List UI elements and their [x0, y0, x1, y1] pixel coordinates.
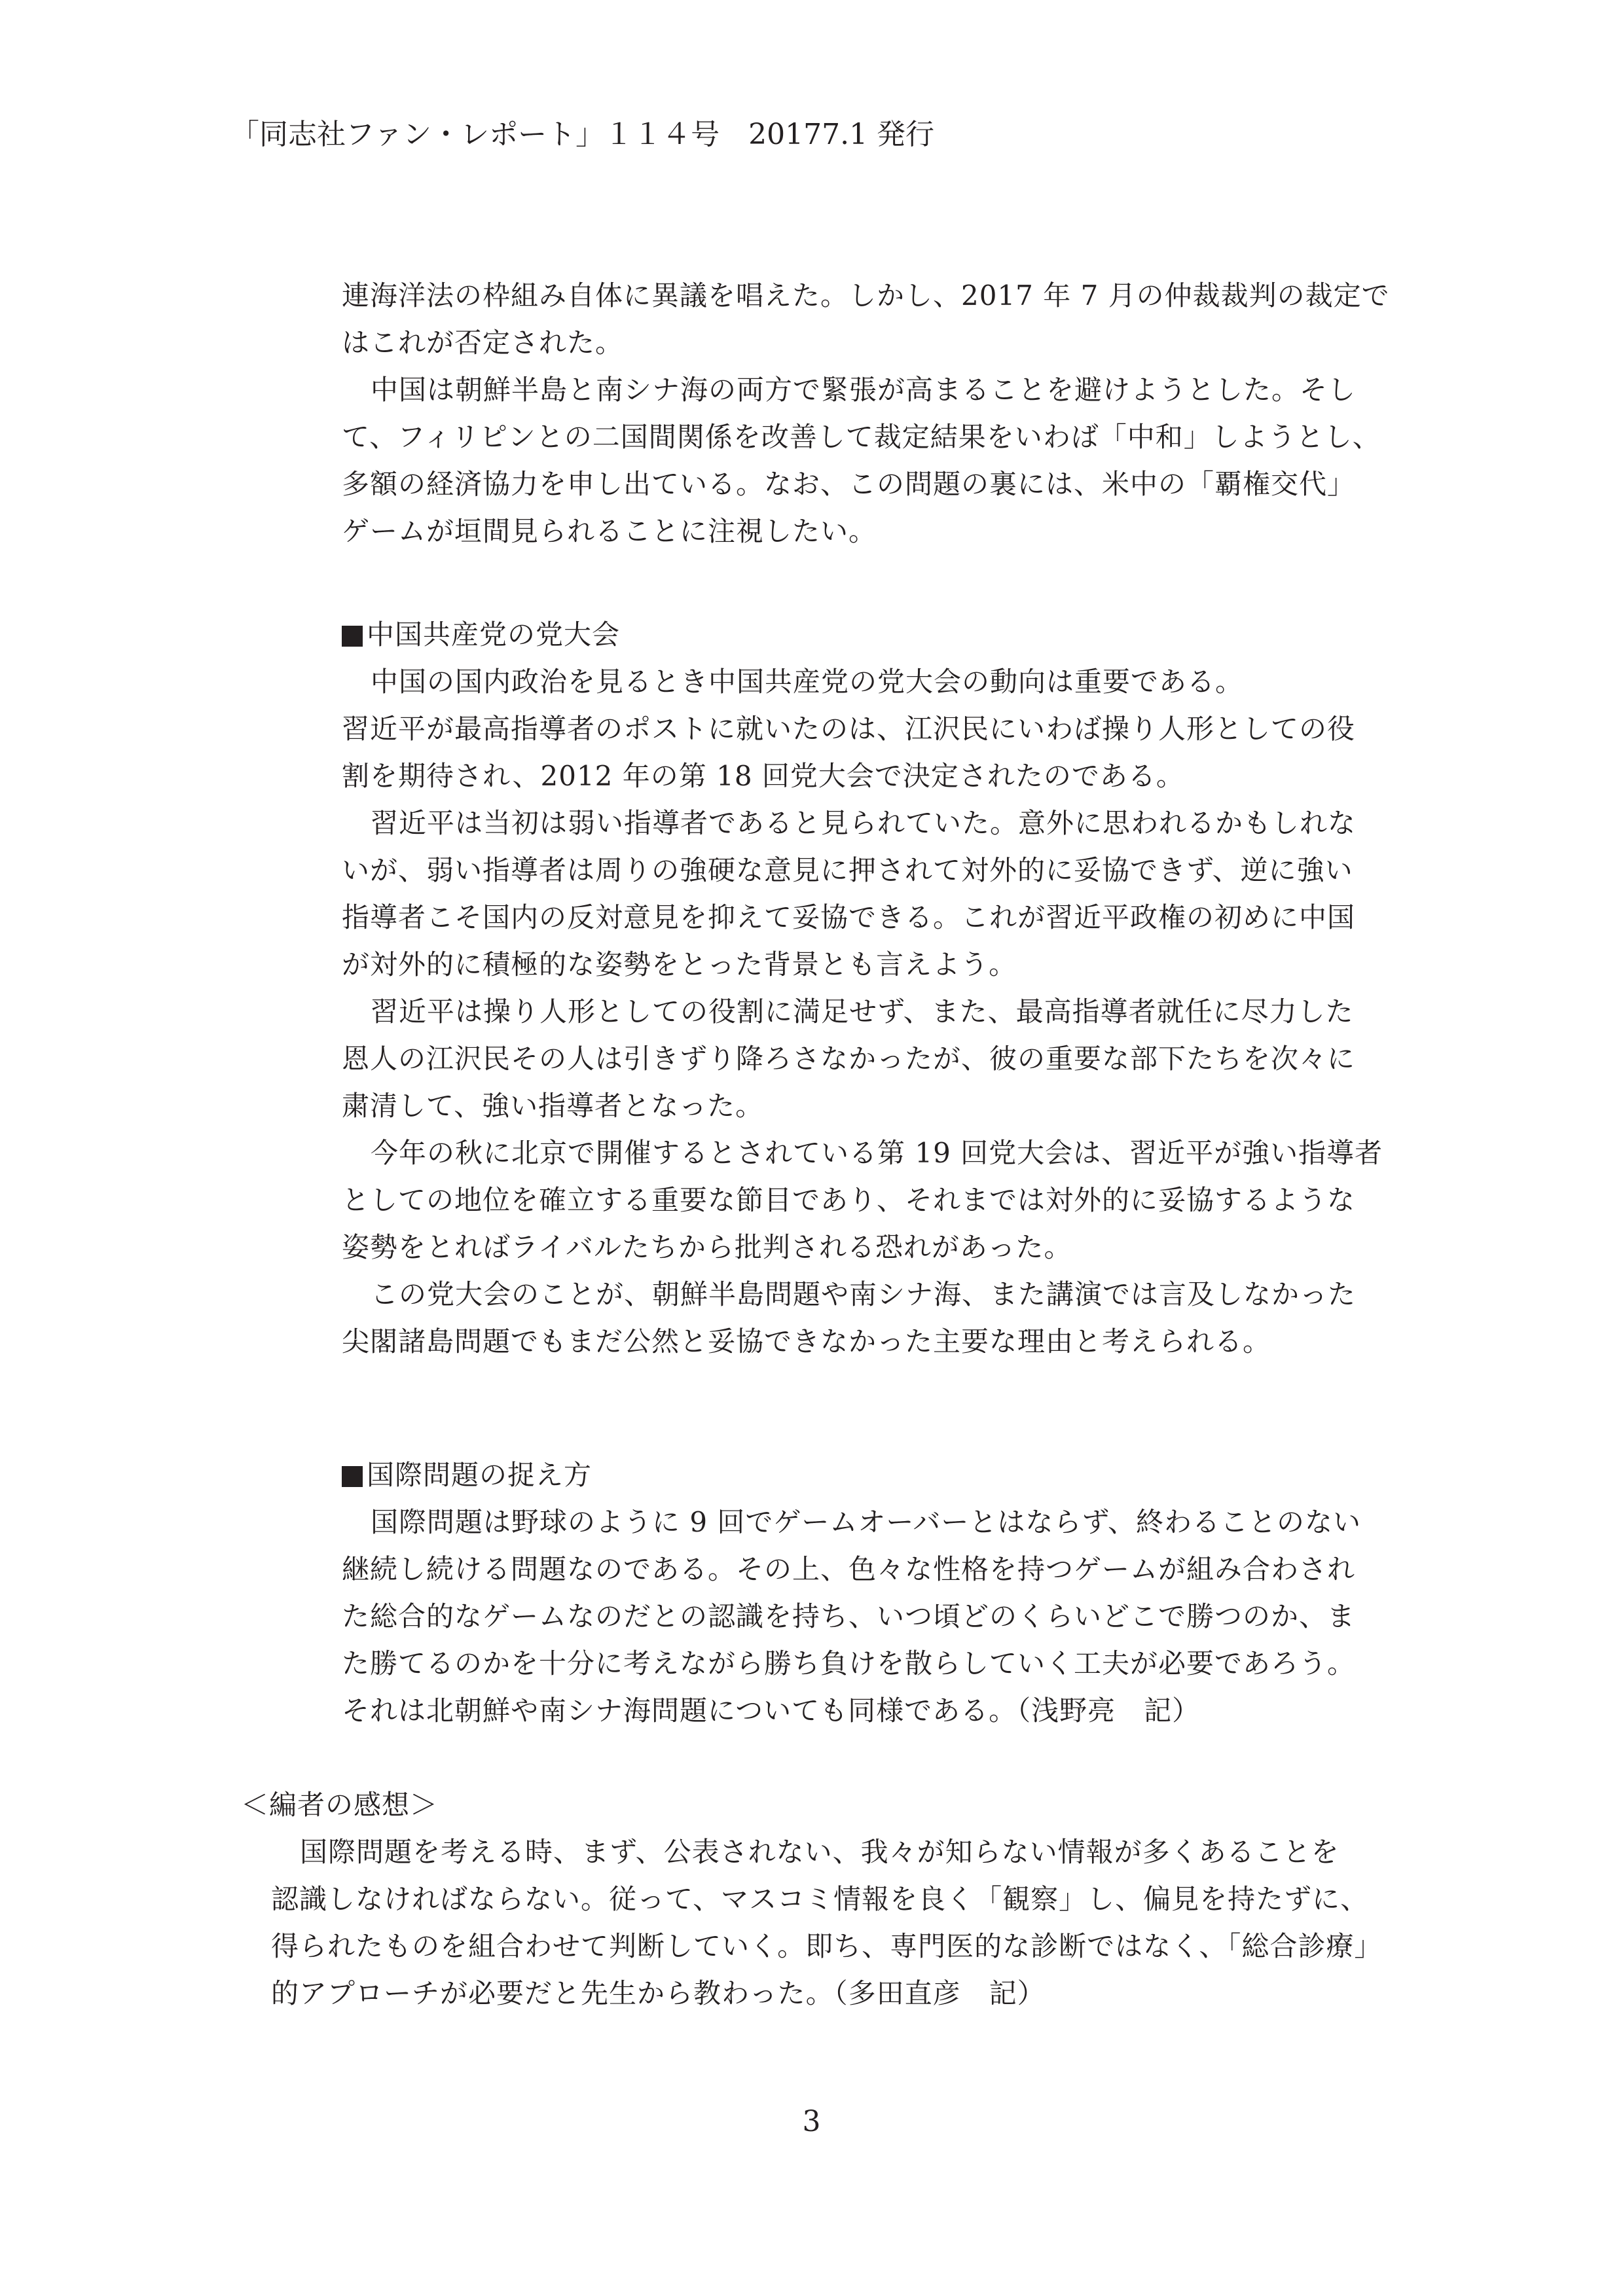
text-line: た総合的なゲームなのだとの認識を持ち、いつ頃どのくらいどこで勝つのか、ま: [342, 1600, 1356, 1632]
black-square-bullet-icon: [342, 1466, 363, 1487]
text-line: 多額の経済協力を申し出ている。なお、この問題の裏には、米中の「覇権交代」: [342, 468, 1356, 500]
text-line: 的アプローチが必要だと先生から教わった。（多田直彦 記）: [271, 1977, 1046, 2009]
text-line: 割を期待され、2012 年の第 18 回党大会で決定されたのである。: [342, 760, 1184, 792]
text-line: それは北朝鮮や南シナ海問題についても同様である。（浅野亮 記）: [342, 1695, 1201, 1727]
text-line: いが、弱い指導者は周りの強硬な意見に押されて対外的に妥協できず、逆に強い: [342, 854, 1353, 886]
section-heading-text: 国際問題の捉え方: [367, 1459, 593, 1491]
text-line: 国際問題を考える時、まず、公表されない、我々が知らない情報が多くあることを: [300, 1836, 1340, 1868]
text-line: 中国の国内政治を見るとき中国共産党の党大会の動向は重要である。: [371, 666, 1244, 698]
text-line: 認識しなければならない。従って、マスコミ情報を良く「観察」し、偏見を持たずに、: [271, 1883, 1369, 1915]
editor-heading: ＜編者の感想＞: [241, 1789, 439, 1821]
text-line: 中国は朝鮮半島と南シナ海の両方で緊張が高まることを避けようとした。そし: [371, 374, 1357, 406]
text-line: 国際問題は野球のように 9 回でゲームオーバーとはならず、終わることのない: [371, 1506, 1361, 1538]
text-line: 粛清して、強い指導者となった。: [342, 1090, 764, 1122]
editor-comments: [241, 1782, 1393, 2017]
text-line: 習近平は当初は弱い指導者であると見られていた。意外に思われるかもしれな: [371, 807, 1357, 839]
newsletter-header: 「同志社ファン・レポート」１１４号 20177.1 発行: [230, 118, 935, 151]
intro-paragraphs: [342, 272, 1390, 555]
black-square-bullet-icon: [342, 626, 363, 647]
text-line: 継続し続ける問題なのである。その上、色々な性格を持つゲームが組み合わされ: [342, 1553, 1356, 1585]
text-line: 得られたものを組合わせて判断していく。即ち、専門医的な診断ではなく、「総合診療」: [271, 1930, 1383, 1962]
section-party-congress: [342, 611, 1383, 1365]
text-line: 習近平が最高指導者のポストに就いたのは、江沢民にいわば操り人形としての役: [342, 713, 1356, 745]
text-line: 今年の秋に北京で開催するとされている第 19 回党大会は、習近平が強い指導者: [371, 1137, 1383, 1169]
text-line: ゲームが垣間見られることに注視したい。: [342, 515, 877, 547]
text-line: て、フィリピンとの二国間関係を改善して裁定結果をいわば「中和」しようとし、: [342, 421, 1381, 453]
text-line: としての地位を確立する重要な節目であり、それまでは対外的に妥協するような: [342, 1184, 1356, 1216]
section-heading: [342, 611, 1383, 658]
section-heading: [342, 1452, 1383, 1499]
text-line: この党大会のことが、朝鮮半島問題や南シナ海、また講演では言及しなかった: [371, 1278, 1357, 1310]
section-heading-text: 中国共産党の党大会: [367, 619, 621, 651]
text-line: 恩人の江沢民その人は引きずり降ろさなかったが、彼の重要な部下たちを次々に: [342, 1043, 1356, 1075]
section-international-issues: [342, 1452, 1383, 1734]
text-line: 連海洋法の枠組み自体に異議を唱えた。しかし、2017 年 7 月の仲裁裁判の裁定で: [342, 279, 1390, 312]
text-line: 姿勢をとればライバルたちから批判される恐れがあった。: [342, 1231, 1072, 1263]
text-line: 尖閣諸島問題でもまだ公然と妥協できなかった主要な理由と考えられる。: [342, 1325, 1271, 1357]
text-line: 指導者こそ国内の反対意見を抑えて妥協できる。これが習近平政権の初めに中国: [342, 901, 1356, 933]
text-line: が対外的に積極的な姿勢をとった背景とも言えよう。: [342, 948, 1017, 980]
text-line: はこれが否定された。: [342, 327, 624, 359]
page-number: 3: [802, 2105, 821, 2138]
text-line: 習近平は操り人形としての役割に満足せず、また、最高指導者就任に尽力した: [371, 996, 1354, 1028]
text-line: た勝てるのかを十分に考えながら勝ち負けを散らしていく工夫が必要であろう。: [342, 1647, 1356, 1679]
